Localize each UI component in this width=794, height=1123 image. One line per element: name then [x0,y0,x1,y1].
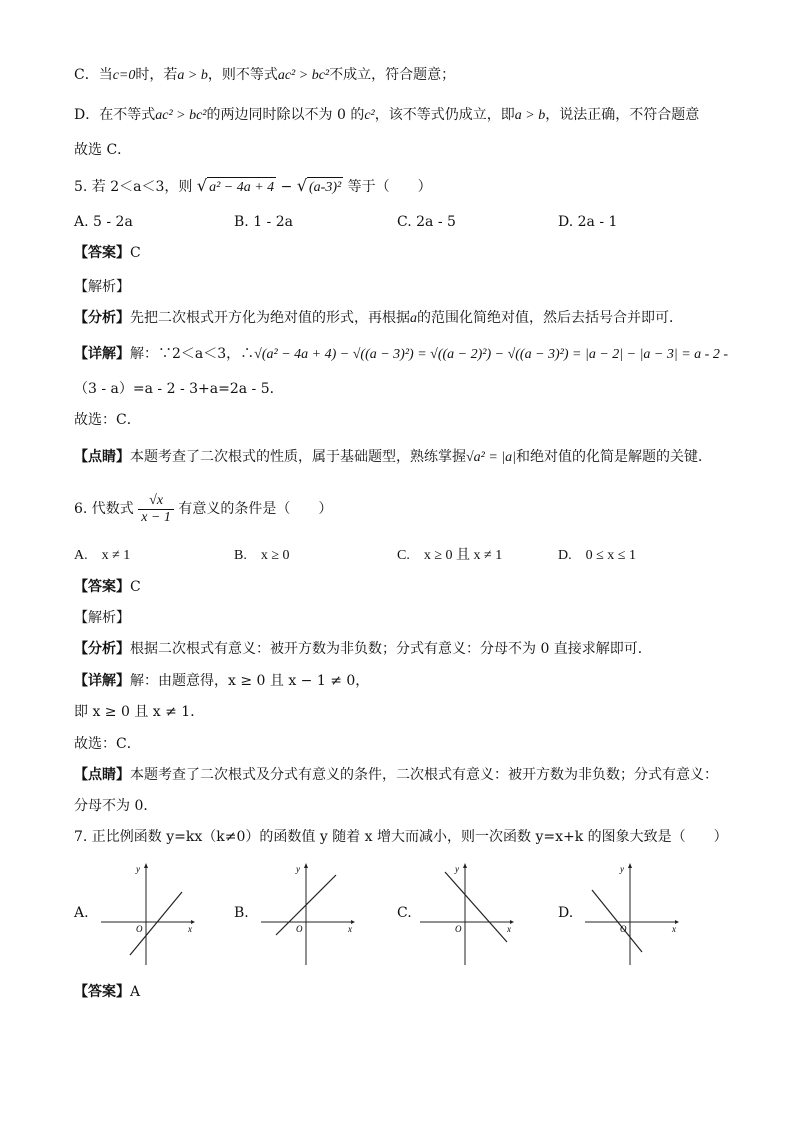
q6-option-b: B. x ≥ 0 [234,548,290,563]
x-label: x [188,924,192,934]
q6-option-d: D. 0 ≤ x ≤ 1 [558,548,636,563]
q5-option-d: D. 2a - 1 [558,214,618,230]
q6-stem [74,490,332,528]
q6-option-c: C. x ≥ 0 且 x ≠ 1 [397,548,503,563]
q7-option-d-label: D. [558,905,574,921]
option-d-prefix: D．在不等式 [74,107,156,123]
q5-stem-prefix: 5. 若 2＜a＜3，则 [74,179,193,195]
q7-graph-d-svg [580,860,690,970]
q7-graph-c [415,860,525,970]
q6-dianjing-text: 本题考查了二次根式及分式有意义的条件，二次根式有意义：被开方数为非负数；分式有意义： [130,767,718,783]
q5-dianjing [74,447,712,468]
q5-minus: − [280,179,293,195]
q7-graph-a [96,860,206,970]
q5-fenxi-tag: 【分析】 [74,310,130,326]
q6-xiangjie [74,671,369,691]
option-d-c-squared: c² [364,108,375,123]
origin-label: O [455,924,462,934]
option-c-end: 不成立，符合题意； [329,67,456,83]
q7-answer-value: A [130,984,141,1000]
q6-fenxi [74,639,652,659]
q6-dianjing-line2: 分母不为 0． [74,798,158,814]
y-label: y [136,864,140,874]
q7-answer-tag: 【答案】 [74,984,130,1000]
q7-graph-a-svg [96,860,206,970]
q5-radical-sign-2: √ [296,176,308,195]
q5-fenxi-text: 先把二次根式开方化为绝对值的形式，再根据 [130,310,410,326]
y-arrow [144,863,148,868]
q5-analysis-tag: 【解析】 [74,279,130,295]
q5-xiangjie [74,344,728,365]
option-c-inequality: ac² > bc² [277,68,330,83]
origin-label: O [136,924,143,934]
q5-fenxi-text2: 的范围化简绝对值，然后去括号合并即可． [417,310,683,326]
q5-xiangjie-text: 解：∵2＜a＜3，∴ [130,346,255,362]
q5-dianjing-text: 本题考查了二次根式的性质，属于基础题型，熟练掌握 [130,449,466,465]
q5-dianjing-text2: 和绝对值的化简是解题的关键． [516,449,713,465]
q5-answer-value: C [130,245,141,261]
q6-fraction [138,493,174,526]
option-d-explanation [74,105,699,126]
q6-fraction-denominator: x − 1 [141,509,171,525]
q7-graph-d [580,860,690,970]
y-label: y [620,864,624,874]
q6-fraction-numerator: √x [138,493,174,510]
y-arrow [628,863,632,868]
q5-radicand-1: a² − 4a + 4 [207,177,276,198]
q5-radical-sign-1: √ [196,176,208,195]
q6-stem-end: 有意义的条件是（ ） [178,501,333,517]
option-c-explanation [74,65,455,86]
q5-stem-end: 等于（ ） [347,179,432,195]
q5-option-a: A. 5 - 2a [74,214,133,230]
q6-xiangjie-tag: 【详解】 [74,673,130,689]
q6-answer-tag: 【答案】 [74,579,130,595]
q6-analysis-tag: 【解析】 [74,610,130,626]
option-c-mid2: ，则不等式 [207,67,278,83]
q6-fenxi-tag: 【分析】 [74,641,130,657]
option-d-inequality: ac² > bc² [155,108,207,123]
q6-xiangjie-line2: 即 x ≥ 0 且 x ≠ 1． [74,704,205,720]
q6-answer-value: C [130,579,141,595]
q5-xiangjie-tag: 【详解】 [74,346,130,362]
choose-c-line: 故选 C． [74,142,132,158]
q5-xiangjie-continued: （3 - a）=a - 2 - 3+a=2a - 5． [74,381,284,397]
option-d-mid2: ，该不等式仍成立，即 [374,107,515,123]
q5-choose: 故选：C． [74,412,141,428]
q6-option-a: A. x ≠ 1 [74,548,131,563]
option-d-mid: 的两边同时除以不为 0 的 [206,107,365,123]
option-c-a-gt-b: a > b [177,68,208,83]
q7-option-c-label: C. [397,905,412,921]
origin-label: O [620,924,627,934]
y-label: y [455,864,459,874]
option-c-mid: 时，若 [135,67,178,83]
q7-option-a-label: A. [74,905,89,921]
q5-xiangjie-expression: √(a² − 4a + 4) − √((a − 3)²) = √((a − 2)²) − √((a − 3)²) = |a − 2| − |a − 3| = a - 2 - [254,347,728,362]
q5-fenxi-var: a [410,311,417,326]
x-label: x [672,924,676,934]
x-label: x [348,924,352,934]
function-line [592,890,642,952]
q7-stem: 7. 正比例函数 y=kx（k≠0）的函数值 y 随着 x 增大而减小，则一次函数 y=x+k 的图象大致是（ ） [74,829,728,845]
q7-graph-c-svg [415,860,525,970]
x-label: x [507,924,511,934]
q7-graph-b-svg [256,860,366,970]
q7-graph-b [256,860,366,970]
q7-option-b-label: B. [234,905,249,921]
q6-xiangjie-text: 解：由题意得，x ≥ 0 且 x − 1 ≠ 0， [130,673,370,689]
q6-fenxi-text: 根据二次根式有意义：被开方数为非负数；分式有意义：分母不为 0 直接求解即可． [130,641,652,657]
q6-dianjing-tag: 【点睛】 [74,767,130,783]
q5-answer [74,243,141,263]
q5-answer-tag: 【答案】 [74,245,130,261]
y-arrow [463,863,467,868]
q6-answer [74,577,141,597]
q7-answer [74,982,140,1002]
q5-option-b: B. 1 - 2a [234,214,293,230]
option-d-a-gt-b: a > b [514,108,546,123]
origin-label: O [296,924,303,934]
q6-choose: 故选：C． [74,736,141,752]
q5-dianjing-tag: 【点睛】 [74,449,130,465]
option-c-prefix: C．当 [74,67,113,83]
y-arrow [304,863,308,868]
q6-dianjing [74,765,718,785]
y-label: y [296,864,300,874]
option-c-condition: c=0 [112,68,136,83]
q5-radicand-2: (a-3)² [307,177,343,198]
q5-stem [74,176,432,198]
option-d-end: ，说法正确，不符合题意 [545,107,700,123]
q5-dianjing-formula: √a² = |a| [466,450,517,465]
q5-option-c: C. 2a - 5 [397,214,456,230]
q6-stem-prefix: 6. 代数式 [74,501,134,517]
q5-fenxi [74,308,683,329]
